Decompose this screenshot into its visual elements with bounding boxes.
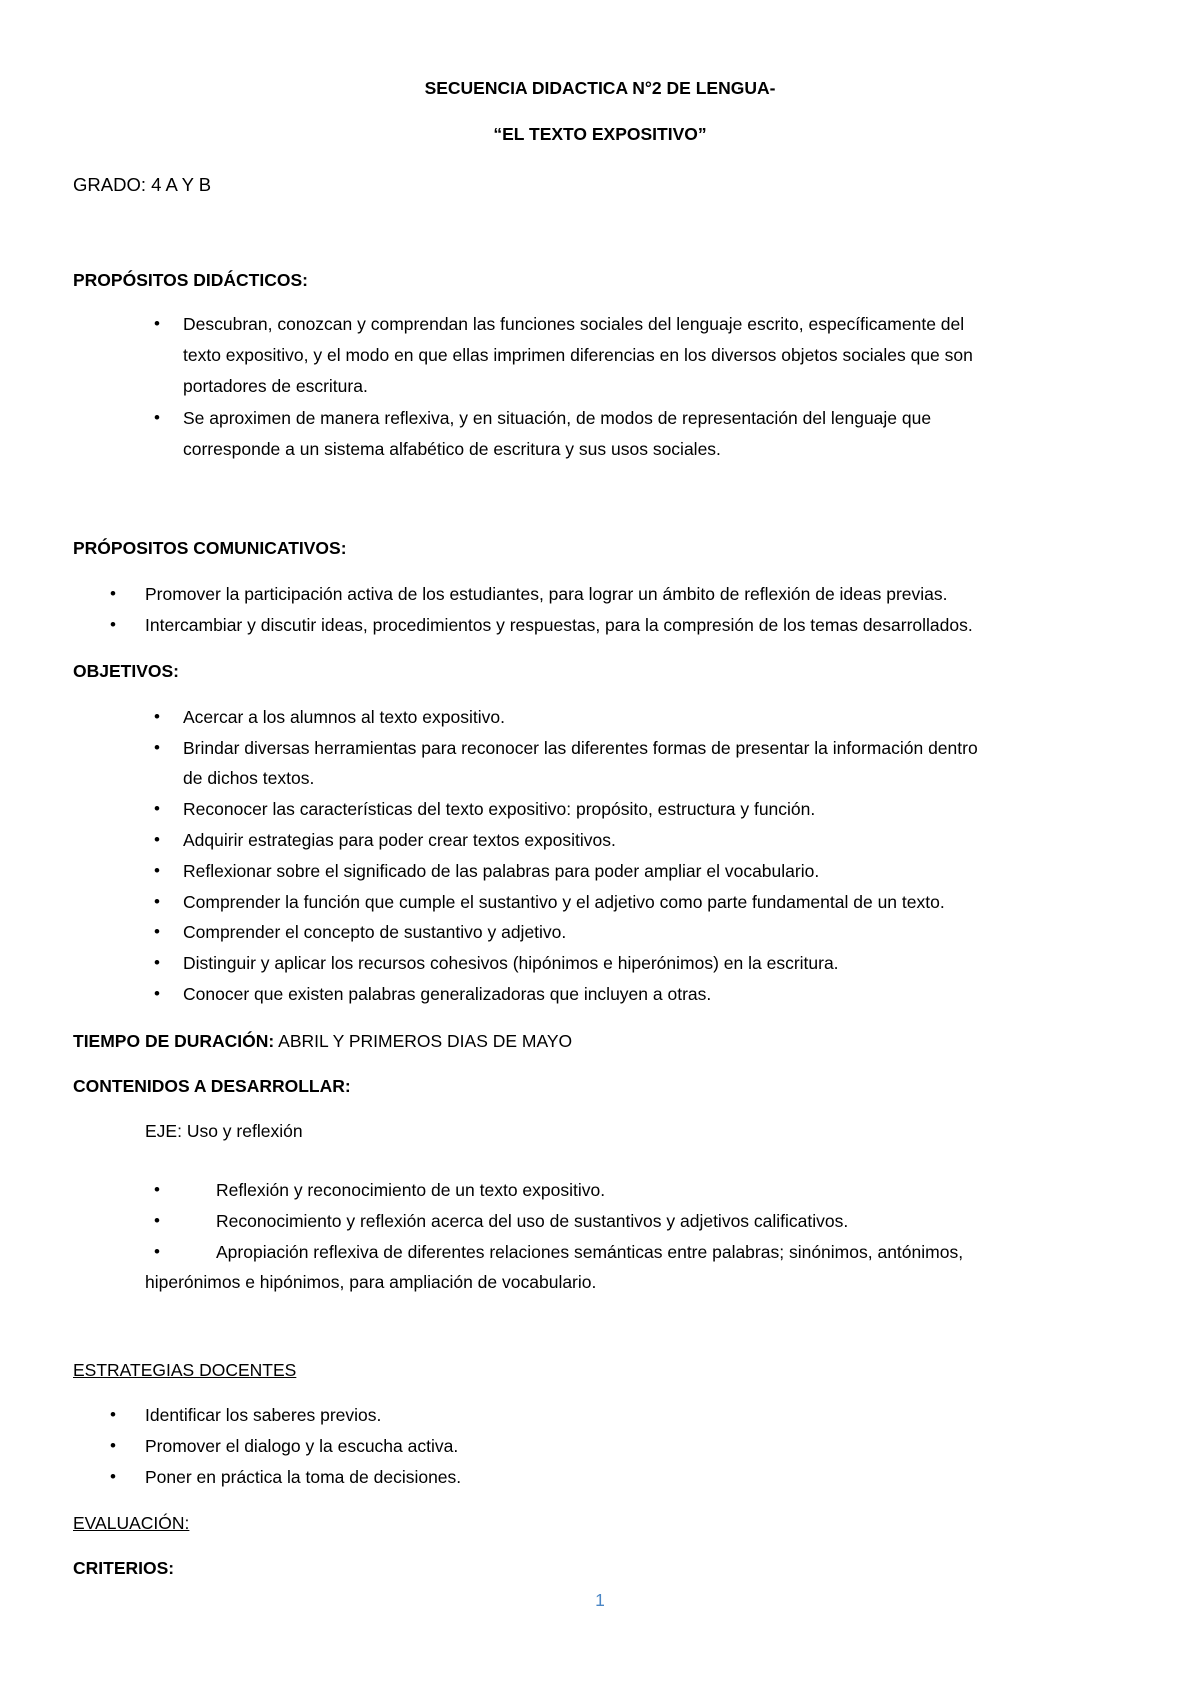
bullet: • — [154, 707, 160, 726]
contenidos-continuation: hiperónimos e hipónimos, para ampliación de vocabulario. — [145, 1272, 597, 1292]
evaluacion-heading: EVALUACIÓN: — [73, 1513, 190, 1533]
eje-line: EJE: Uso y reflexión — [145, 1121, 303, 1141]
bullet: • — [154, 1242, 160, 1261]
propositos-comunicativos-heading: PRÓPOSITOS COMUNICATIVOS: — [73, 538, 347, 558]
page-number: 1 — [595, 1590, 605, 1610]
document-subtitle: “EL TEXTO EXPOSITIVO” — [493, 124, 707, 144]
bullet: • — [154, 892, 160, 911]
document-page: SECUENCIA DIDACTICA N°2 DE LENGUA- “EL TEXTO EXPOSITIVO” GRADO: 4 A Y B PROPÓSITOS DIDÁCTICOS: • Descubran, conozcan y comprendan las funciones sociales del lenguaje escrito, específicamente del texto expositivo, y el modo en que ellas imprimen diferencias en los diversos objetos sociales que son portadores de escritura. • Se aproximen de manera reflexiva, y en situación, de modos de representación del lenguaje que corresponde a un sistema alfabético de escritura y sus usos sociales. PRÓPOSITOS COMUNICATIVOS: • Promover la participación activa de los estudiantes, para lograr un ámbito de reflexión de ideas previas. • Intercambiar y discutir ideas, procedimientos y respuestas, para la compresión de los temas desarrollados. OBJETIVOS: • Acercar a los alumnos al texto expositivo. • Brindar diversas herramientas para reconocer las diferentes formas de presentar la información dentro de dichos textos. • Reconocer las características del texto expositivo: propósito, estructura y función. • Adquirir estrategias para poder crear textos expositivos. • Reflexionar sobre el significado de las palabras para poder ampliar el vocabulario. • Comprender la función que cumple el sustantivo y el adjetivo como parte fundamental de un texto. • Comprender el concepto de sustantivo y adjetivo. • Distinguir y aplicar los recursos cohesivos (hipónimos e hiperónimos) en la escritura. • Conocer que existen palabras generalizadoras que incluyen a otras. TIEMPO DE DURACIÓN: ABRIL Y PRIMEROS DIAS DE MAYO CONTENIDOS A DESARROLLAR: EJE: Uso y reflexión • Reflexión y reconocimiento de un texto expositivo. • Reconocimiento y reflexión acerca del uso de sustantivos y adjetivos calificativos. • Apropiación reflexiva de diferentes relaciones semánticas entre palabras; sinónimos, antónimos, hiperónimos e hipónimos, para ampliación de vocabulario. ESTRATEGIAS DOCENTES • Identificar los saberes previos. • Promover el dialogo y la escucha activa. • Poner en práctica la toma de decisiones. EVALUACIÓN: CRITERIOS: 1 — [0, 0, 1200, 1696]
tiempo-value: ABRIL Y PRIMEROS DIAS DE MAYO — [274, 1031, 573, 1051]
bullet: • — [154, 984, 160, 1003]
bullet: • — [154, 408, 160, 427]
bullet: • — [154, 314, 160, 333]
bullet: • — [110, 1405, 116, 1424]
bullet: • — [110, 615, 116, 634]
propositos-didacticos-heading: PROPÓSITOS DIDÁCTICOS: — [73, 270, 308, 290]
bullet: • — [110, 584, 116, 603]
bullet: • — [154, 799, 160, 818]
bullet: • — [154, 830, 160, 849]
estrategias-heading: ESTRATEGIAS DOCENTES — [73, 1360, 297, 1380]
tiempo-line — [73, 1031, 572, 1052]
bullet: • — [154, 861, 160, 880]
tiempo-label: TIEMPO DE DURACIÓN: — [73, 1031, 275, 1051]
bullet: • — [154, 953, 160, 972]
bullet: • — [110, 1436, 116, 1455]
bullet: • — [154, 922, 160, 941]
criterios-heading: CRITERIOS: — [73, 1558, 175, 1578]
objetivos-heading: OBJETIVOS: — [73, 661, 179, 681]
document-title: SECUENCIA DIDACTICA N°2 DE LENGUA- — [424, 78, 776, 98]
bullet: • — [154, 1180, 160, 1199]
grado-line: GRADO: 4 A Y B — [73, 174, 212, 195]
bullet: • — [110, 1467, 116, 1486]
bullet: • — [154, 738, 160, 757]
bullet: • — [154, 1211, 160, 1230]
contenidos-heading: CONTENIDOS A DESARROLLAR: — [73, 1076, 351, 1096]
